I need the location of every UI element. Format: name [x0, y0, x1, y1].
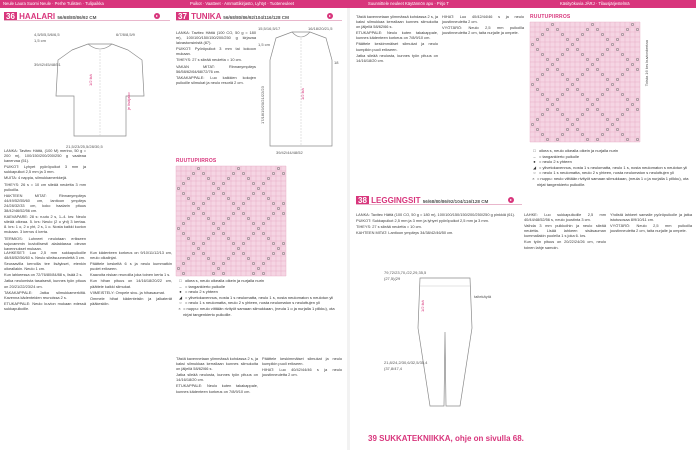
- pattern-37-body-col1: [176, 356, 258, 442]
- pattern-37-name: TUNIKA: [191, 12, 222, 21]
- p36-para: LANKA: Tavitec Hättä, (100 M) merino, 50 g = 200 m), 100/150/200/200/250 g vaaleaa kanervaa (51).: [4, 148, 86, 164]
- p37-para: LANKA: Tavitec Hättä (100 CO, 50 g = 180 m), 100/100/150/150/200/250 g kirjavaa laivastonsinistä (87).: [176, 30, 256, 46]
- p37b-para: ETUKAPPALE: Neulo kuten takakappale, kunnes kädenteen korkeus on 7/8/9/10 cm.: [356, 30, 438, 41]
- pattern-37-underline: [176, 11, 342, 21]
- p36-para: Kun lahkeessa on 72/76/80/84/88 s, lisää 2 s.: [4, 272, 83, 278]
- pattern-38-sizes: 56/68/80/86/92/104/116/128 CM: [422, 199, 489, 204]
- p36-para: Kun kädenteen korkeus on 9/10/11/12/13 cm, neulo olkalinjat.: [90, 250, 172, 261]
- p37-para: PUIKOT: Pyöröpuikot 3 mm tai kokoon mukaan.: [176, 46, 256, 57]
- p38b-para: Vaihda 3 mm puikkoihin ja neulo sileää neuletta. Lisää lahkeen sisäsauman kummallakin puolella 1 s joka 6. krs.: [524, 223, 606, 239]
- tunic-neckline: [292, 32, 310, 37]
- legend-text: = neulo 1 s neulomatta, neulo 2 s yhteen, nosta neulomaton s neulottujen yli: [539, 170, 674, 176]
- dim-label-5: 39/42/44/48/52: [276, 150, 303, 155]
- legend-symbol: ●: [179, 289, 182, 295]
- legend-symbol: ○: [533, 170, 536, 176]
- chart-38-grid: [530, 22, 640, 146]
- p36-para: LAHKESET: Luo 2,5 mm sukkapuikoille 48/48/52/56/60 s. Neulo sileäsuuneulettä 3 cm.: [4, 250, 86, 261]
- pattern-38-body-col2: [610, 212, 692, 428]
- p36-para: KAEVAPARE: 28 s: ruutu 2 s, 1–4. krs: Neulo sileää oikeaa. 5. krs: Neulo (2 o yht) 3 kertaa. 8. krs: 1 o, 2 o yht, 2 s, 1 o. Nosta kaikki kuvion mukaan. 3 kerros 4 kerta.: [4, 214, 86, 235]
- legend-text: oikea s, neulo oikealla oikein ja nurjalla nurin: [185, 278, 265, 283]
- legend-text: = neulo 2 s yhteen: [539, 159, 572, 165]
- pattern-36-body-col2: [90, 250, 172, 440]
- legend-symbol: ●: [533, 159, 536, 165]
- p38b-para: Yhdistä lahkeet samalle pyöröpuikolle ja jatka istutusosaa 8/9/10/11 cm.: [610, 212, 692, 223]
- legend-symbol: –: [179, 283, 182, 289]
- pattern-37-schematic: [256, 24, 346, 156]
- legend-text: = tangankierto puikolle: [185, 283, 226, 289]
- p38b-para: LAHKE: Luo sukkapuikoille 2,5 mm 40/44/48/52/56 s, neulo joustinta 3 cm.: [524, 212, 606, 223]
- pattern-39-heading: 39 SUKKATEKNIIKKA, ohje on sivulla 68.: [368, 434, 524, 443]
- p36-para: Päättele keskeltä 6 s ja neulo kummatkin puolet erikseen.: [90, 261, 172, 272]
- p38b-para: VYÖTÄRÖ: Neulo 2,5 mm puikoilla joustinneuletta 2 cm, taita nurjalle ja ompele.: [442, 25, 524, 36]
- p37-para: TIHEYS: 27 s sileää neuletta = 10 cm.: [176, 57, 242, 63]
- legend-text: = nuppu: neulo viittään rivityöt samaan silmukkaan, (neula 1 o ja nurjalla 1 pilkku), ota nirjat tangenkierto puikoille.: [536, 175, 689, 187]
- legend-text: = nuppu: neulo viittään rivityöt samaan silmukkaan, (neula 1 o ja nurjalla 1 pilkku), ota nirjat tangenkierto puikoille.: [183, 305, 335, 317]
- legend-text: = ylivetokavennus, nosta 1 s neulomatta, neulo 1 s, nosta neulomaton s neulotun yli: [539, 164, 688, 170]
- legend-item: [176, 306, 342, 317]
- p37b-para: HIHAT: Luo 40/42/44/46 s ja neulo joustinneuletta 2 cm.: [442, 14, 524, 25]
- legend-symbol: □: [179, 278, 182, 283]
- dim-label-1: 15,5/16,5/17: [258, 26, 281, 31]
- p36-para: Ommele hihat kädenteisiin ja jalkaterät pääkeskiin.: [90, 295, 172, 306]
- chart-37-legend: [176, 278, 342, 317]
- p37-para: VAKAN MITAT: Rinnanympärys 56/58/62/64/68/72/76 cm.: [176, 63, 256, 74]
- dim-label-3: 1/2 ikä: [420, 300, 425, 312]
- p37b-para: HIHAT: Luo 40/42/44/46 s ja neulo joustinneuletta 2 cm.: [262, 367, 342, 378]
- page-spine: [347, 8, 350, 450]
- p38b-para: Kun työn pituus on 20/22/24/26 cm, neulo toinen lahje samoin.: [524, 239, 606, 250]
- p36-para: MUITA: 4 nappia, silmukkamerkkejä.: [4, 175, 68, 181]
- dim-label-5: 21,5/23/25,5/28/30,5: [66, 144, 103, 149]
- p37b-para: Jatka sileää neulosta, kunnes työn pituus on 14/16/18/20 cm.: [356, 52, 438, 63]
- pattern-38-materials: [356, 212, 522, 252]
- legend-symbol: ◢: [178, 294, 183, 300]
- dim-label-2: 1,5 cm: [34, 38, 47, 43]
- p38-para: TIHEYS: 27 s sileää neuletta = 10 cm.: [356, 224, 422, 230]
- header-left-right-text: Puikot · Vaatteet · Ammattikirjasto, Lyhtyt · Tuoteneuleet: [190, 1, 295, 6]
- p37b-para: Jatka sileää neulosta, kunnes työn pituus on 14/16/18/20 cm.: [176, 372, 258, 383]
- pattern-36-materials: [4, 148, 86, 251]
- dim-label-3: 6/7/8/8,5/9: [116, 32, 135, 37]
- legend-text: oikea s, neulo oikealla oikein ja nurjalla nurin: [539, 148, 619, 153]
- pattern-38-schematic: [380, 268, 510, 418]
- legend-text: = neulo 1 s neulomatta, neulo 2 s yhteen, nosta neulomaton s neulottujen yli: [185, 300, 320, 306]
- dim-label-4: 39/42/45/48/51: [34, 62, 61, 67]
- p36-para: ETUKAPPALE: Neulo kuvion mukaan edessä sukkapuikoille.: [4, 300, 86, 311]
- legend-text: = neulo 2 s yhteen: [185, 289, 218, 295]
- p38-para: KAHTEEN MITAT: Lantioon ympärys 34/38/42/46/50 cm.: [356, 230, 454, 236]
- p38-para: LANKA: Tavitec Hättä (100 CO, 50 g = 180 m), 100/100/150/150/200/250/250 g pinkkiä (61).: [356, 212, 516, 217]
- p36-para: TIHEYS: 26 s = 10 cm sileää neuletta 3 mm puikoilla.: [4, 181, 86, 192]
- p37b-para: Päättele keskimmäiset silmukat ja neulo kumpikin puoli erikseen.: [262, 356, 342, 367]
- header-right-left-text: Suunnittele neuleet Käytännön apu · Pirjo T: [368, 1, 449, 6]
- pattern-38-number: 38: [358, 196, 367, 205]
- p36-para: Kaavoita niskan reunoilla joka toinen kerta 1 s.: [90, 272, 171, 278]
- top-bar: [0, 0, 696, 8]
- dim-label-6: 1/2 ikä: [88, 74, 93, 86]
- legend-symbol: ◢: [532, 164, 537, 170]
- pattern-37-number: 37: [178, 12, 187, 21]
- p36-para: Seuraavilla kerroilla tee lisäykset, etenkin oikeallakin. Neulo 1 cm.: [4, 261, 86, 272]
- dim-label-4: 18: [334, 60, 339, 65]
- p37-para: TAKAKAPPALE: Luo kaikkien kokojen puikoille silmukat ja neulo resoriä 2 cm.: [176, 74, 256, 85]
- pattern-38-badge: ▸: [510, 197, 513, 202]
- pattern-37-body-col2: [262, 356, 342, 442]
- chart-37-heading: RUUTUPIIRROS: [176, 158, 217, 164]
- p36-para: Kun hihan pituus on 14/16/18/20/22 cm, päättele kaikki silmukat.: [90, 278, 172, 289]
- chart-37-grid: [176, 166, 286, 276]
- p36-para: Jatka neulomista tasaisesti, kunnes työn pituus on 20/21/22/23/24 cm.: [4, 278, 86, 289]
- dim-label-2: 16/18/20/21,5: [308, 26, 333, 31]
- pattern-37-badge: ▸: [329, 13, 332, 18]
- right-page-col1: [356, 14, 438, 192]
- p36-para: VIIMEISTELY: Ompele sivu- ja hihasaumat.: [90, 289, 165, 295]
- dim-label-6: 17/18/19/20/21/22/23: [260, 86, 265, 124]
- chart-38-heading: RUUTUPIIRROS: [530, 14, 571, 20]
- pattern-37-materials: [176, 30, 256, 90]
- dim-label-4: taitekäytä: [474, 294, 492, 299]
- header-right-text: Käsityökuvia JÄRJ · Tilausjärjestelmä: [560, 1, 630, 6]
- right-page-col2: [442, 14, 524, 192]
- legend-item: [530, 176, 692, 187]
- chart-38-note-box: [644, 40, 690, 110]
- chart-38-legend: [530, 148, 692, 187]
- dim-label-3: 1,5 cm: [258, 42, 271, 47]
- pattern-36-schematic: [30, 26, 162, 154]
- dim-label-1: 4,5/5/5,5/6/6,5: [34, 32, 60, 37]
- p37b-para: Päättele keskimmäiset silmukat ja neulo kumpikin puoli erikseen.: [356, 41, 438, 52]
- dim-label-7: je lisäjako: [126, 92, 131, 110]
- dim-label-5: 21,8/24,2/30,6/32,5/35,4: [384, 360, 428, 365]
- legend-symbol: □: [533, 148, 536, 153]
- p37b-para: Tästä kavennetaan ylimmässä kohdassa 2 s, ja kaksi silmukkaa kerrallaan kunnes silmukoita on jäljellä 58/62/66 s.: [356, 14, 438, 30]
- dim-label-1: 79,72/23,70,/22,29,35,5: [384, 270, 427, 275]
- legend-symbol: ×: [532, 175, 535, 181]
- legend-symbol: ○: [179, 300, 182, 306]
- leggings-outline: [418, 278, 472, 406]
- pattern-37-sizes: 56/68/80/86/92/104/116/128 CM: [223, 15, 289, 20]
- legend-symbol: ×: [178, 305, 181, 311]
- dim-label-6: (37,8/47,4: [384, 366, 403, 371]
- pattern-36-number: 36: [6, 12, 15, 21]
- romper-neckline: [88, 44, 112, 49]
- header-left-text: Neule Laura Suomi Neule · Perhe Tulisten · Tulipaikka: [3, 1, 104, 6]
- legend-text: = tangankierto puikolle: [539, 153, 580, 159]
- p37b-para: ETUKAPPALE: Neulo kuten takakappale, kunnes kädenteen korkeus on 7/8/9/10 cm.: [176, 383, 258, 394]
- pattern-36-underline: [4, 11, 170, 21]
- chart-38-note: Toista 16 krs kuvionkertaa: [644, 40, 649, 87]
- pattern-36-name: HAALARI: [19, 12, 56, 21]
- dim-label-2: (27,5)(29: [384, 276, 401, 281]
- legend-symbol: –: [533, 153, 536, 159]
- p38b-para: VYÖTÄRÖ: Neulo 2,5 mm puikoilla joustinneuletta 2 cm, taita nurjalle ja ompele.: [610, 223, 692, 234]
- p36-para: TERMIOS: Luhneet neulotaan erikseen sujuvammin kuviollisesti alalaidassa olevan kavennukset mukaan.: [4, 235, 86, 251]
- pattern-38-name: LEGGINGSIT: [371, 196, 421, 205]
- p36-para: TAKAKAPPALE: Jatka silmukkamerkiltä. Kavenna kädenteiden reunoissa 2 s.: [4, 289, 86, 300]
- pattern-36-sizes: 56/68/80/86/92 CM: [57, 15, 97, 20]
- dim-label-7: 1/2 ikä: [300, 88, 305, 100]
- legend-text: = ylivetokavennus, nosta 1 s neulomatta, neulo 1 s, nosta neulomaton s neulotun yli: [185, 294, 334, 300]
- p37b-para: Tästä kavennetaan ylimmässä kohdassa 2 s, ja kaksi silmukkaa kerrallaan kunnes silmukoita on jäljellä 58/62/66 s.: [176, 356, 258, 372]
- pattern-38-underline: [356, 195, 522, 205]
- p36-para: HAKTEEN MITAT: Rinnanympärys 44/49/52/55/60 cm, lantioon ympärys 24/28/32/33 cm, koko haalarin pituus 38/42/46/52/56 cm.: [4, 192, 86, 214]
- pattern-36-body-col1: [4, 250, 86, 440]
- pattern-38-body-col1: [524, 212, 606, 428]
- pattern-36-badge: ▸: [156, 13, 159, 18]
- p36-para: PUIKOT: Lyhyet pyöröpuikot 3 mm ja sukkapuikot 2,5 mm ja 3 mm.: [4, 164, 86, 175]
- p38-para: PUIKOT: Sukkapuikot 2,5 mm ja 3 mm ja lyhyet pyöröpuikot 2,5 mm ja 3 mm.: [356, 218, 489, 224]
